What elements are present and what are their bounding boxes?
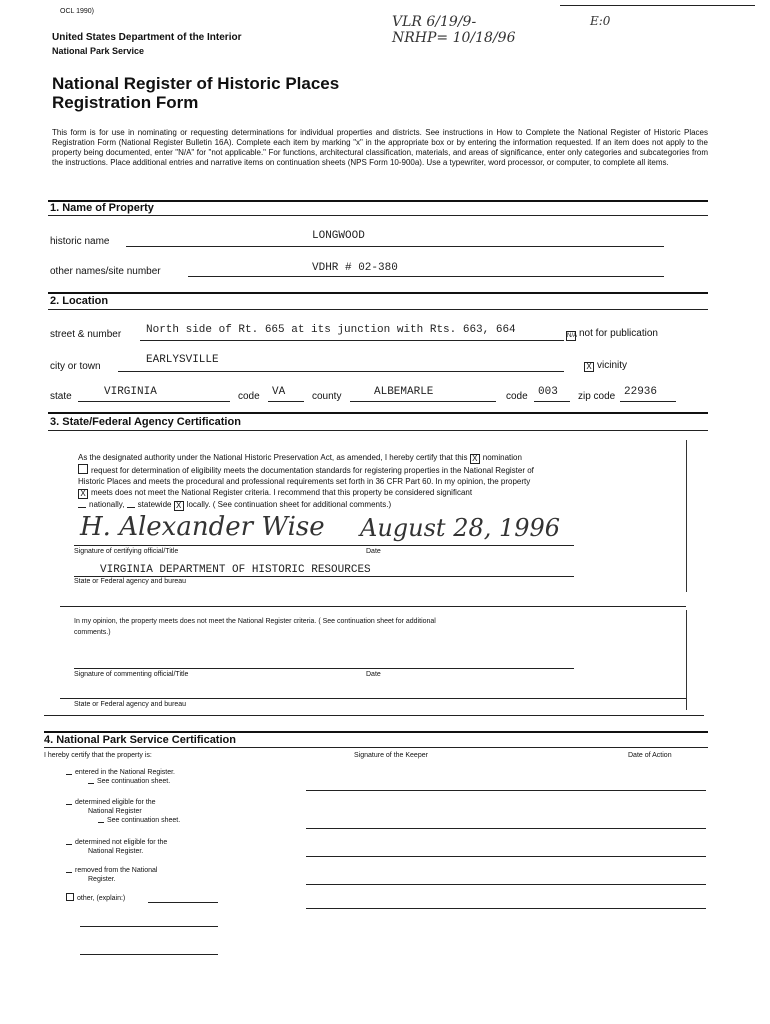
historic-name-field[interactable]: LONGWOOD [312,230,365,242]
other-checkbox[interactable] [66,893,74,901]
option-removed[interactable] [66,866,157,884]
opinion-text [74,616,674,638]
city-field[interactable]: EARLYSVILLE [146,354,219,366]
county-line [350,401,496,402]
city-line [118,371,564,372]
locally-label: locally. ( See continuation sheet for additional comments.) [186,500,392,509]
state-code-label: code [238,391,260,402]
historic-name-line [126,246,664,247]
form-title-line1: National Register of Historic Places [52,74,340,93]
commenting-signature-label: Signature of commenting official/Title [74,671,189,678]
not-eligible-signature-line [306,856,706,857]
agency2-label: State or Federal agency and bureau [74,701,187,708]
determined-eligible-label2: National Register [88,808,142,815]
date-of-action-label: Date of Action [628,752,672,759]
not-eligible-checkbox[interactable] [66,838,72,845]
section3-heading-rule [48,430,708,431]
state-label: state [50,391,72,402]
handwritten-note-nrhp: NRHP= 10/18/96 [392,30,516,46]
state-field[interactable]: VIRGINIA [104,386,157,398]
determined-eligible-label: determined eligible for the [75,799,156,806]
not-for-publication-label: not for publication [579,328,658,339]
removed-signature-line [306,884,706,885]
nationally-checkbox[interactable] [78,499,86,508]
form-title-line2: Registration Form [52,93,199,112]
vicinity-checkbox[interactable]: X [584,362,594,372]
extra-line-1 [80,926,218,927]
service-name: National Park Service [52,46,145,56]
section4-heading: 4. National Park Service Certification [44,734,236,746]
statewide-checkbox[interactable] [127,499,135,508]
county-field[interactable]: ALBEMARLE [374,386,434,398]
not-for-publication[interactable] [566,328,658,341]
handwritten-note-e: E:0 [590,14,611,28]
agency-label: State or Federal agency and bureau [74,578,187,585]
city-label: city or town [50,361,101,372]
certifying-signature-line [74,545,574,546]
opinion-top-rule [60,606,686,607]
agency-line [74,576,574,577]
certifying-signature: H. Alexander Wise [80,512,325,542]
other-signature-line [306,908,706,909]
determined-eligible-checkbox[interactable] [66,798,72,805]
department-name: United States Department of the Interior [52,32,242,43]
section3-heading: 3. State/Federal Agency Certification [50,416,241,428]
zip-label: zip code [578,391,616,402]
not-eligible-label: determined not eligible for the [75,839,168,846]
other-names-field[interactable]: VDHR # 02-380 [312,262,398,274]
section2-heading: 2. Location [50,295,109,307]
nomination-checkbox[interactable]: X [470,454,480,464]
certification-text: As the designated authority under the National Historic Preservation Act, as amended, I hereby certify that this X nomination request for determination of eligibility meets the documentation standards for registering properties in the National Register of Historic Places and meets the procedural and professional requirements set forth in 36 CFR Part 60. In my opinion, the property X meets does not meet the National Register criteria. I recommend that this property be considered significant nationally, statewide X locally. ( See continuation sheet for additional comments.) [78,452,678,511]
meets-checkbox[interactable]: X [78,489,88,499]
street-line [140,340,564,341]
section3-bottom-rule [44,715,704,716]
section2-top-rule [48,292,708,294]
other-explain-line [148,902,218,903]
opinion-line2: comments.) [74,629,111,636]
certifying-date-handwritten: August 28, 1996 [360,514,561,542]
other-names-line [188,276,664,277]
street-label: street & number [50,329,122,340]
street-field[interactable]: North side of Rt. 665 at its junction with Rts. 663, 664 [146,324,516,336]
vicinity-label: vicinity [597,360,628,371]
agency-field[interactable]: VIRGINIA DEPARTMENT OF HISTORIC RESOURCES [100,564,371,576]
removed-label: removed from the National [75,867,158,874]
eligible-continuation-label: See continuation sheet. [107,817,181,824]
entered-label: entered in the National Register. [75,769,176,776]
entered-continuation-checkbox[interactable] [88,777,94,784]
historic-name-label: historic name [50,236,110,247]
nationally-label: nationally [89,500,123,509]
zip-field[interactable]: 22936 [624,386,658,398]
section3-top-rule [48,412,708,414]
county-code-field[interactable]: 003 [538,386,558,398]
opinion-line1: In my opinion, the property meets does not meet the National Register criteria. ( See continuation sheet for additional [74,618,436,625]
certifying-date-label: Date [366,548,381,555]
section4-heading-rule [44,747,708,748]
eligible-signature-line [306,828,706,829]
statewide-label: statewide [137,500,172,509]
entered-checkbox[interactable] [66,768,72,775]
county-code-line [534,401,570,402]
section1-heading: 1. Name of Property [50,202,154,214]
removed-checkbox[interactable] [66,866,72,873]
section2-heading-rule [48,309,708,310]
form-id: OCL 1990) [60,8,94,15]
handwritten-note-vlr: VLR 6/19/9- [392,14,477,30]
instructions-paragraph: This form is for use in nominating or requesting determinations for individual properties and districts. See instructions in How to Complete the National Register of Historic Places Registration Form (National Register Bulletin 16A). Complete each item by marking "x" in the appropriate box or by entering the information requested. If an item does not apply to the property being documented, enter "N/A" for "not applicable." For functions, architectural classification, materials, and areas of significance, enter only categories and subcategories from the instructions. Place additional entries and narrative items on continuation sheets (NPS Form 10-900a). Use a typewriter, word processor, or computer, to complete all items. [52,128,708,167]
option-entered[interactable] [66,768,175,786]
certification-line3: Historic Places and meets the procedural and professional requirements set forth in 36 CFR Part 60. In my opinion, the property [78,477,531,486]
zip-line [620,401,676,402]
state-code-field[interactable]: VA [272,386,286,398]
section3-right-border [686,440,687,592]
removed-label2: Register. [88,876,116,883]
section4-intro: I hereby certify that the property is: [44,752,152,759]
other-label: other, (explain:) [77,895,126,902]
request-checkbox[interactable] [78,464,88,474]
option-other[interactable] [66,893,125,902]
agency2-line [60,698,686,699]
keeper-signature-label: Signature of the Keeper [354,752,428,759]
extra-line-2 [80,954,218,955]
option-not-eligible[interactable] [66,838,167,856]
certification-line4: meets does not meet the National Register criteria. I recommend that this property be considered significant [91,488,473,497]
vicinity[interactable] [584,360,627,372]
county-code-label: code [506,391,528,402]
commenting-signature-line [74,668,574,669]
section4-top-rule [44,731,708,733]
certifying-signature-label: Signature of certifying official/Title [74,548,179,555]
commenting-date-label: Date [366,671,381,678]
not-eligible-label2: National Register. [88,848,144,855]
top-rule [560,5,755,6]
option-determined-eligible[interactable] [66,798,180,825]
entered-signature-line [306,790,706,791]
opinion-right-border [686,610,687,710]
eligible-continuation-checkbox[interactable] [98,816,104,823]
state-line [78,401,230,402]
not-for-publication-checkbox[interactable]: N/A [567,333,578,339]
entered-continuation-label: See continuation sheet. [97,778,171,785]
state-code-line [268,401,304,402]
certification-line1a: As the designated authority under the National Historic Preservation Act, as amended, I hereby certify that this [78,453,468,462]
county-label: county [312,391,342,402]
section1-heading-rule [48,215,708,216]
other-names-label: other names/site number [50,266,161,277]
certification-line1b: nomination [482,453,522,462]
certification-line2: request for determination of eligibility meets the documentation standards for registering properties in the National Register of [91,466,534,475]
locally-checkbox[interactable]: X [174,501,184,511]
